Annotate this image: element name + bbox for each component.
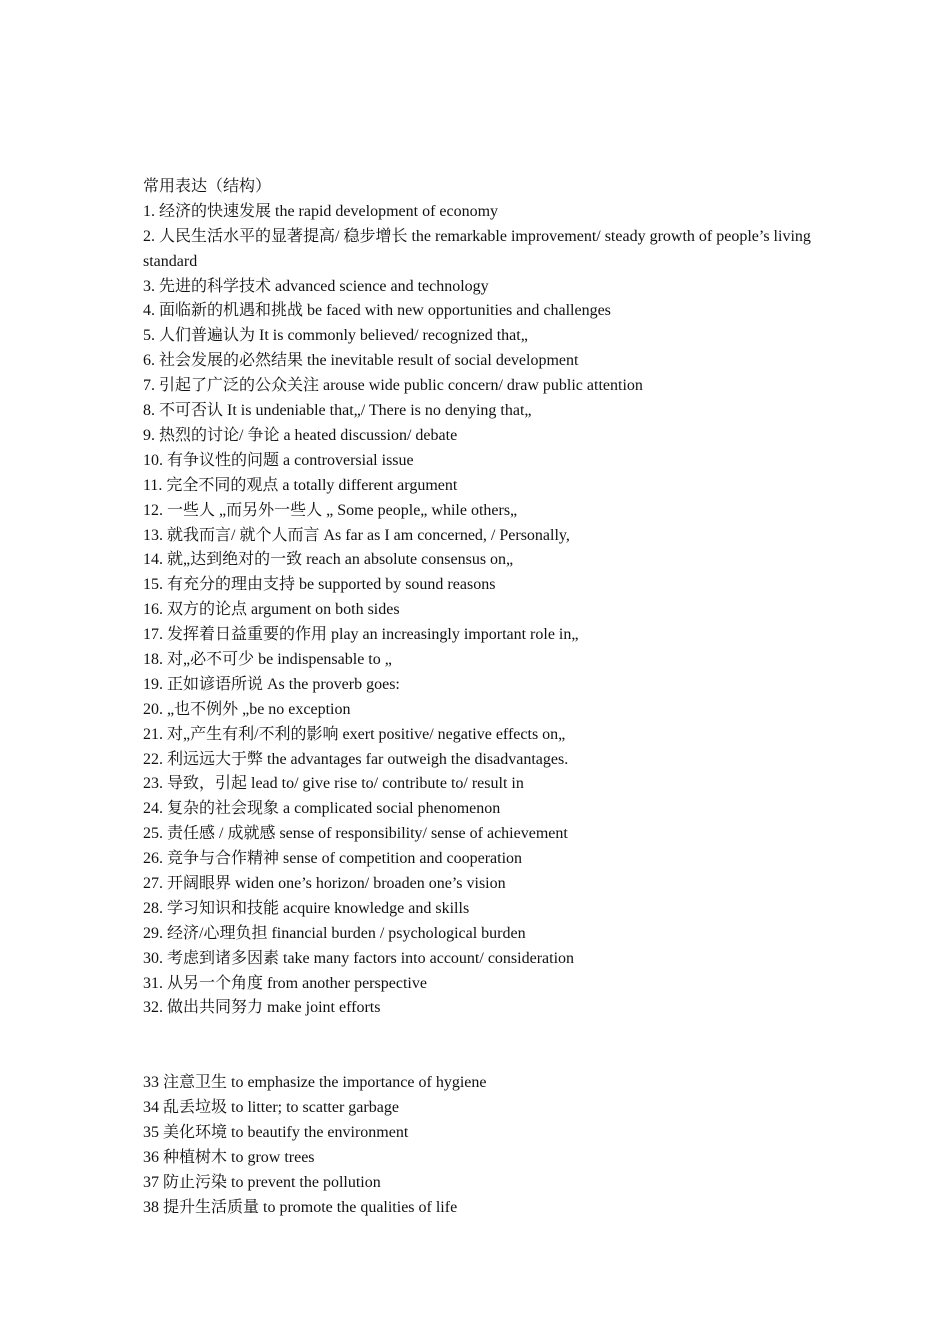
list-item: 31. 从另一个角度 from another perspective	[143, 974, 427, 992]
list-item: 20. „也不例外 „be no exception	[143, 700, 351, 718]
list-item: 24. 复杂的社会现象 a complicated social phenomenon	[143, 800, 501, 818]
list-item: 35 美化环境 to beautify the environment	[143, 1123, 409, 1141]
list-item: 37 防止污染 to prevent the pollution	[143, 1173, 381, 1191]
list-item: 38 提升生活质量 to promote the qualities of life	[143, 1198, 458, 1216]
list-item: 19. 正如谚语所说 As the proverb goes:	[143, 675, 400, 693]
list-item: 13. 就我而言/ 就个人而言 As far as I am concerned, / Personally,	[143, 526, 570, 544]
blank-lines	[143, 1021, 813, 1071]
list-item: 10. 有争议性的问题 a controversial issue	[143, 451, 414, 469]
list-item: 23. 导致，引起 lead to/ give rise to/ contribute to/ result in	[143, 775, 524, 793]
list-item: 6. 社会发展的必然结果 the inevitable result of social development	[143, 352, 579, 370]
list-item: 7. 引起了广泛的公众关注 arouse wide public concern/ draw public attention	[143, 377, 643, 395]
list-item: 36 种植树木 to grow trees	[143, 1148, 315, 1166]
list-item: 4. 面临新的机遇和挑战 be faced with new opportunities and challenges	[143, 302, 611, 320]
list-item: 22. 利远远大于弊 the advantages far outweigh the disadvantages.	[143, 750, 569, 768]
list-item: 2. 人民生活水平的显著提高/ 稳步增长 the remarkable improvement/ steady growth of people’s living standard	[143, 227, 811, 270]
list-item: 14. 就„达到绝对的一致 reach an absolute consensus on„	[143, 551, 514, 569]
list-item: 28. 学习知识和技能 acquire knowledge and skills	[143, 899, 470, 917]
list-item: 21. 对„产生有利/不利的影响 exert positive/ negative effects on„	[143, 725, 566, 743]
expression-list-1	[143, 200, 813, 1021]
list-item: 8. 不可否认 It is undeniable that„/ There is no denying that„	[143, 402, 532, 420]
list-item: 16. 双方的论点 argument on both sides	[143, 601, 400, 619]
list-item: 12. 一些人 „而另外一些人 „ Some people„ while others„	[143, 501, 518, 519]
list-item: 18. 对„必不可少 be indispensable to „	[143, 650, 392, 668]
list-item: 29. 经济/心理负担 financial burden / psychological burden	[143, 924, 526, 942]
list-item: 27. 开阔眼界 widen one’s horizon/ broaden one’s vision	[143, 874, 506, 892]
list-item: 9. 热烈的讨论/ 争论 a heated discussion/ debate	[143, 426, 458, 444]
list-item: 30. 考虑到诸多因素 take many factors into account/ consideration	[143, 949, 575, 967]
list-item: 3. 先进的科学技术 advanced science and technology	[143, 277, 489, 295]
list-item: 5. 人们普遍认为 It is commonly believed/ recognized that„	[143, 327, 528, 345]
expression-list-2	[143, 1071, 813, 1220]
list-item: 26. 竞争与合作精神 sense of competition and cooperation	[143, 850, 523, 868]
list-item: 15. 有充分的理由支持 be supported by sound reasons	[143, 576, 496, 594]
document-body	[143, 175, 813, 1220]
list-item: 33 注意卫生 to emphasize the importance of hygiene	[143, 1074, 487, 1092]
list-item: 11. 完全不同的观点 a totally different argument	[143, 476, 458, 494]
list-item: 17. 发挥着日益重要的作用 play an increasingly important role in„	[143, 626, 579, 644]
list-item: 34 乱丢垃圾 to litter; to scatter garbage	[143, 1099, 399, 1116]
list-item: 25. 责任感 / 成就感 sense of responsibility/ sense of achievement	[143, 825, 568, 843]
list-item: 1. 经济的快速发展 the rapid development of economy	[143, 202, 499, 220]
list-item: 32. 做出共同努力 make joint efforts	[143, 999, 381, 1017]
section-heading: 常用表达（结构）	[143, 178, 272, 195]
